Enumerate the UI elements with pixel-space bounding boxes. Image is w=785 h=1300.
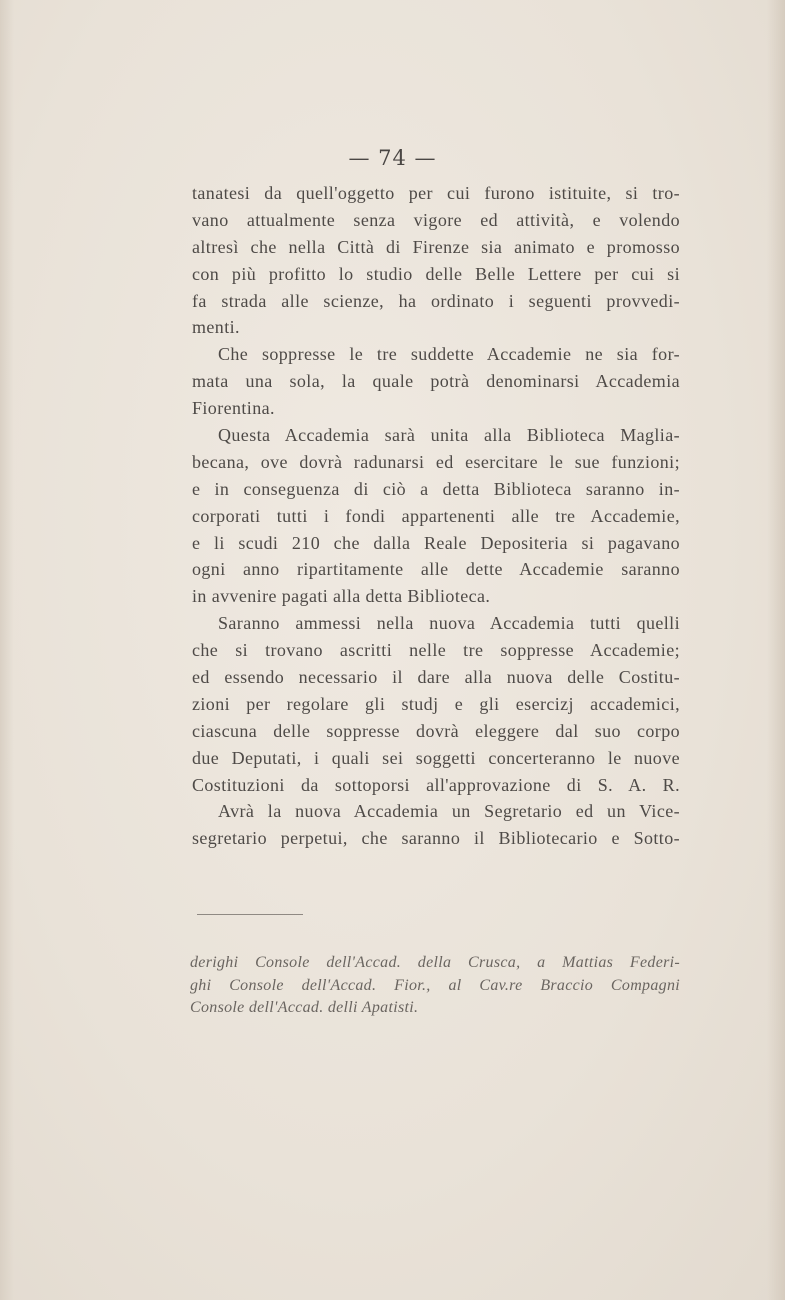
text-line: Avrà la nuova Accademia un Segretario ed un Vice- <box>218 801 680 822</box>
text-line: becana, ove dovrà radunarsi ed esercitare le sue funzioni; <box>192 451 680 472</box>
footnote-block <box>190 952 680 1020</box>
text-line: ed essendo necessario il dare alla nuova delle Costitu- <box>192 667 680 688</box>
page-number: — 74 — <box>348 146 437 170</box>
text-line: che si trovano ascritti nelle tre soppresse Accademie; <box>192 640 680 661</box>
text-line: in avvenire pagati alla detta Biblioteca. <box>192 586 491 607</box>
text-line: Saranno ammessi nella nuova Accademia tutti quelli <box>218 613 680 634</box>
text-line: zioni per regolare gli studj e gli esercizj accademici, <box>192 693 680 714</box>
text-line: e in conseguenza di ciò a detta Biblioteca saranno in- <box>192 478 680 499</box>
text-line: mata una sola, la quale potrà denominarsi Accademia <box>192 371 680 392</box>
text-line: con più profitto lo studio delle Belle Lettere per cui si <box>192 263 680 284</box>
text-line: tanatesi da quell'oggetto per cui furono istituite, si tro- <box>192 183 680 203</box>
footnote-separator <box>197 914 303 915</box>
text-line: altresì che nella Città di Firenze sia animato e promosso <box>192 236 680 257</box>
text-line: ciascuna delle soppresse dovrà eleggere dal suo corpo <box>192 720 680 741</box>
text-line: segretario perpetui, che saranno il Bibliotecario e Sotto- <box>192 828 680 849</box>
footnote-line: ghi Console dell'Accad. Fior., al Cav.re Braccio Compagni <box>190 976 680 994</box>
text-line: corporati tutti i fondi appartenenti alle tre Accademie, <box>192 505 680 526</box>
page-edge-left <box>0 0 14 1300</box>
footnote-line: Console dell'Accad. delli Apatisti. <box>190 999 419 1017</box>
text-line: Questa Accademia sarà unita alla Biblioteca Maglia- <box>218 425 680 446</box>
page-edge-right <box>767 0 785 1300</box>
text-line: vano attualmente senza vigore ed attività, e volendo <box>192 209 680 230</box>
text-line: ogni anno ripartitamente alle dette Accademie saranno <box>192 559 680 580</box>
text-line: due Deputati, i quali sei soggetti concerteranno le nuove <box>192 747 680 768</box>
text-line: Fiorentina. <box>192 398 275 419</box>
footnote-line: derighi Console dell'Accad. della Crusca, a Mattias Federi- <box>190 954 680 971</box>
text-line: fa strada alle scienze, ha ordinato i seguenti provvedi- <box>192 290 680 311</box>
text-line: Che soppresse le tre suddette Accademie ne sia for- <box>218 344 680 365</box>
text-line: menti. <box>192 317 240 338</box>
text-line: e li scudi 210 che dalla Reale Depositeria si pagavano <box>192 532 680 553</box>
main-text-block <box>192 180 680 852</box>
text-line: Costituzioni da sottoporsi all'approvazione di S. A. R. <box>192 774 680 795</box>
